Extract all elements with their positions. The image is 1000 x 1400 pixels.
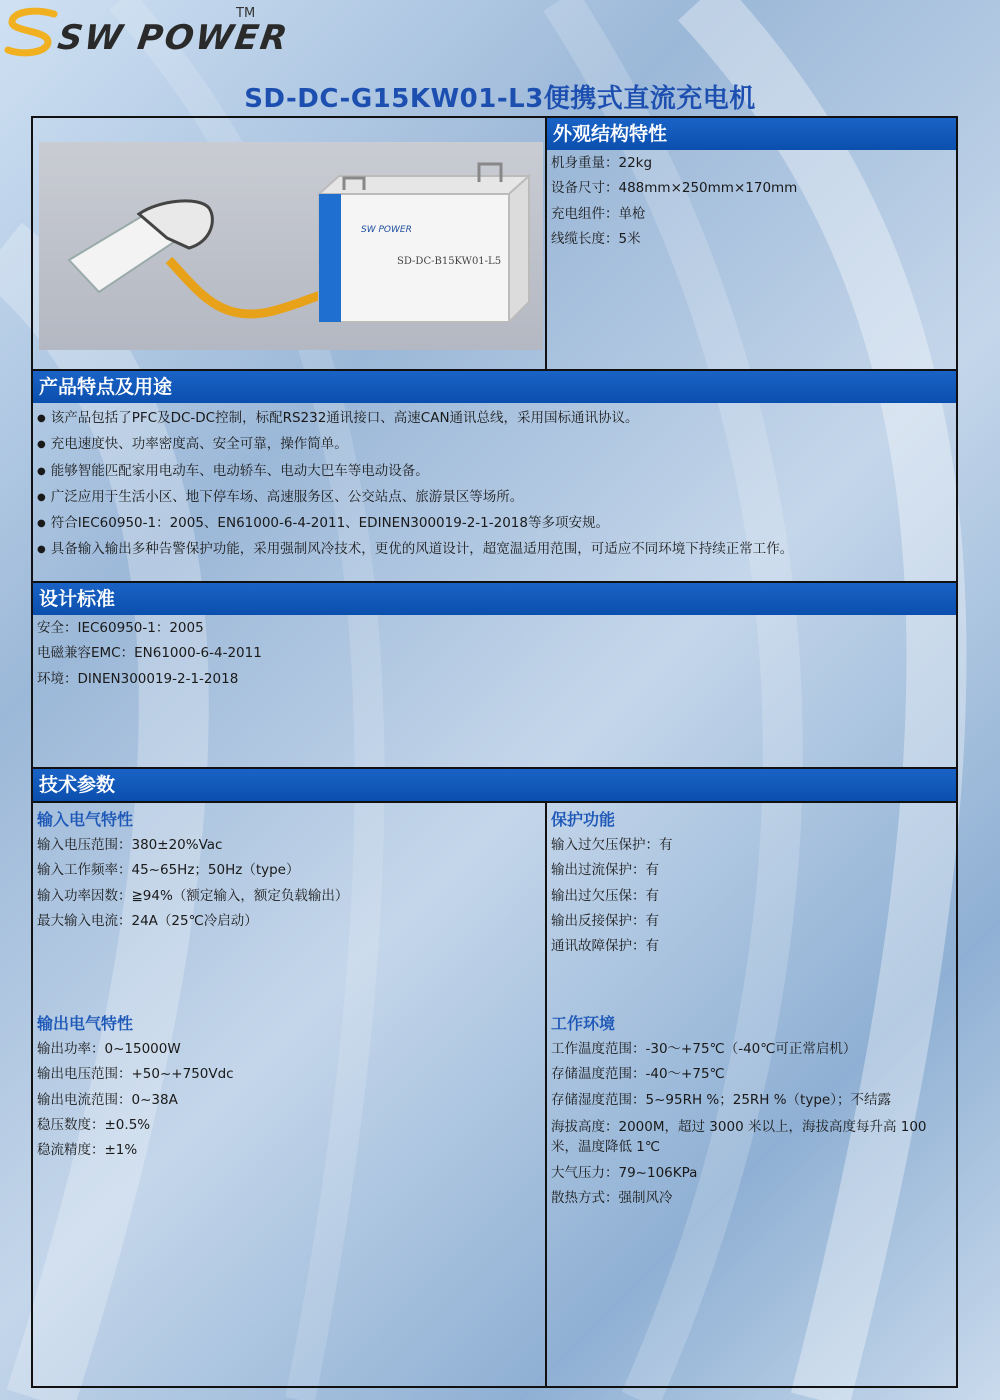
photo-model-label: SD-DC-B15KW01-L5 xyxy=(397,256,502,267)
appearance-list xyxy=(547,150,956,252)
input-heading: 输入电气特性 xyxy=(37,810,134,829)
feature-item: ● 广泛应用于生活小区、地下停车场、高速服务区、公交站点、旅游景区等场所。 xyxy=(33,485,956,511)
feature-item: ● 能够智能匹配家用电动车、电动轿车、电动大巴车等电动设备。 xyxy=(33,459,956,485)
appearance-line: 充电组件：单枪 xyxy=(551,205,646,222)
feature-item: ● 符合IEC60950-1：2005、EN61000-6-4-2011、EDINEN300019-2-1-2018等多项安规。 xyxy=(33,511,956,537)
standard-line: 电磁兼容EMC：EN61000-6-4-2011 xyxy=(37,645,262,662)
output-panel xyxy=(33,1011,545,1163)
protection-line: 输出过欠压保：有 xyxy=(551,887,659,904)
features-list xyxy=(33,403,956,564)
features-heading: 产品特点及用途 xyxy=(33,371,956,403)
environment-panel xyxy=(547,1011,956,1211)
input-line: 输入电压范围：380±20%Vac xyxy=(37,837,223,853)
appearance-line: 设备尺寸：488mm×250mm×170mm xyxy=(551,180,798,197)
protection-panel xyxy=(547,807,956,959)
output-line: 输出电压范围：+50~+750Vdc xyxy=(37,1066,234,1083)
standard-line: 安全：IEC60950-1：2005 xyxy=(37,620,204,636)
feature-item: ● 充电速度快、功率密度高、安全可靠，操作简单。 xyxy=(33,432,956,458)
environment-line: 存储湿度范围：5~95RH %；25RH %（type）；不结露 xyxy=(551,1091,891,1108)
appearance-line: 线缆长度：5米 xyxy=(551,230,641,247)
feature-item: ● 具备输入输出多种告警保护功能，采用强制风冷技术，更优的风道设计，超宽温适用范围，可适应不同环境下持续正常工作。 xyxy=(33,537,956,563)
protection-line: 输出反接保护：有 xyxy=(551,912,659,929)
section-appearance xyxy=(33,118,956,371)
output-line: 稳流精度：±1% xyxy=(37,1142,138,1159)
charger-illustration-icon xyxy=(39,142,543,350)
output-line: 输出功率：0~15000W xyxy=(37,1041,181,1057)
brand-logo-text: SW POWER xyxy=(55,18,292,58)
input-panel xyxy=(33,807,545,934)
feature-item: ● 该产品包括了PFC及DC-DC控制，标配RS232通讯接口、高速CAN通讯总线，采用国标通讯协议。 xyxy=(33,406,956,432)
protection-heading: 保护功能 xyxy=(551,810,616,829)
output-line: 输出电流范围：0~38A xyxy=(37,1091,178,1108)
standards-list xyxy=(33,615,956,692)
page-title: SD-DC-G15KW01-L3便携式直流充电机 xyxy=(244,84,756,114)
output-heading: 输出电气特性 xyxy=(37,1014,134,1033)
environment-line: 散热方式：强制风冷 xyxy=(551,1190,673,1207)
product-photo xyxy=(39,142,543,350)
appearance-heading: 外观结构特性 xyxy=(547,118,956,150)
spec-sheet xyxy=(31,116,958,1388)
appearance-line: 机身重量：22kg xyxy=(551,155,653,171)
protection-line: 输入过欠压保护：有 xyxy=(551,837,673,853)
standards-heading: 设计标准 xyxy=(33,583,956,615)
environment-line: 大气压力：79~106KPa xyxy=(551,1164,698,1181)
protection-line: 通讯故障保护：有 xyxy=(551,938,659,955)
input-line: 输入功率因数：≧94%（额定输入，额定负载输出） xyxy=(37,887,349,904)
specs-heading: 技术参数 xyxy=(33,769,956,803)
environment-line: 工作温度范围：-30～+75℃（-40℃可正常启机） xyxy=(551,1041,857,1057)
environment-line: 存储温度范围：-40～+75℃ xyxy=(551,1066,725,1083)
input-line: 最大输入电流：24A（25℃冷启动） xyxy=(37,912,258,929)
section-features xyxy=(33,371,956,583)
environment-altitude: 海拔高度：2000M，超过 3000 米以上，海拔高度每升高 100 米，温度降低 1℃ xyxy=(551,1118,927,1155)
section-standards xyxy=(33,583,956,769)
appearance-panel xyxy=(547,118,956,252)
brand-trademark: TM xyxy=(236,6,256,21)
protection-line: 输出过流保护：有 xyxy=(551,862,659,879)
environment-heading: 工作环境 xyxy=(551,1014,616,1033)
output-line: 稳压数度：±0.5% xyxy=(37,1116,151,1133)
standard-line: 环境：DINEN300019-2-1-2018 xyxy=(37,670,239,687)
section-specs xyxy=(33,769,956,1386)
input-line: 输入工作频率：45~65Hz；50Hz（type） xyxy=(37,862,300,879)
photo-logo-text: SW POWER xyxy=(361,225,412,235)
